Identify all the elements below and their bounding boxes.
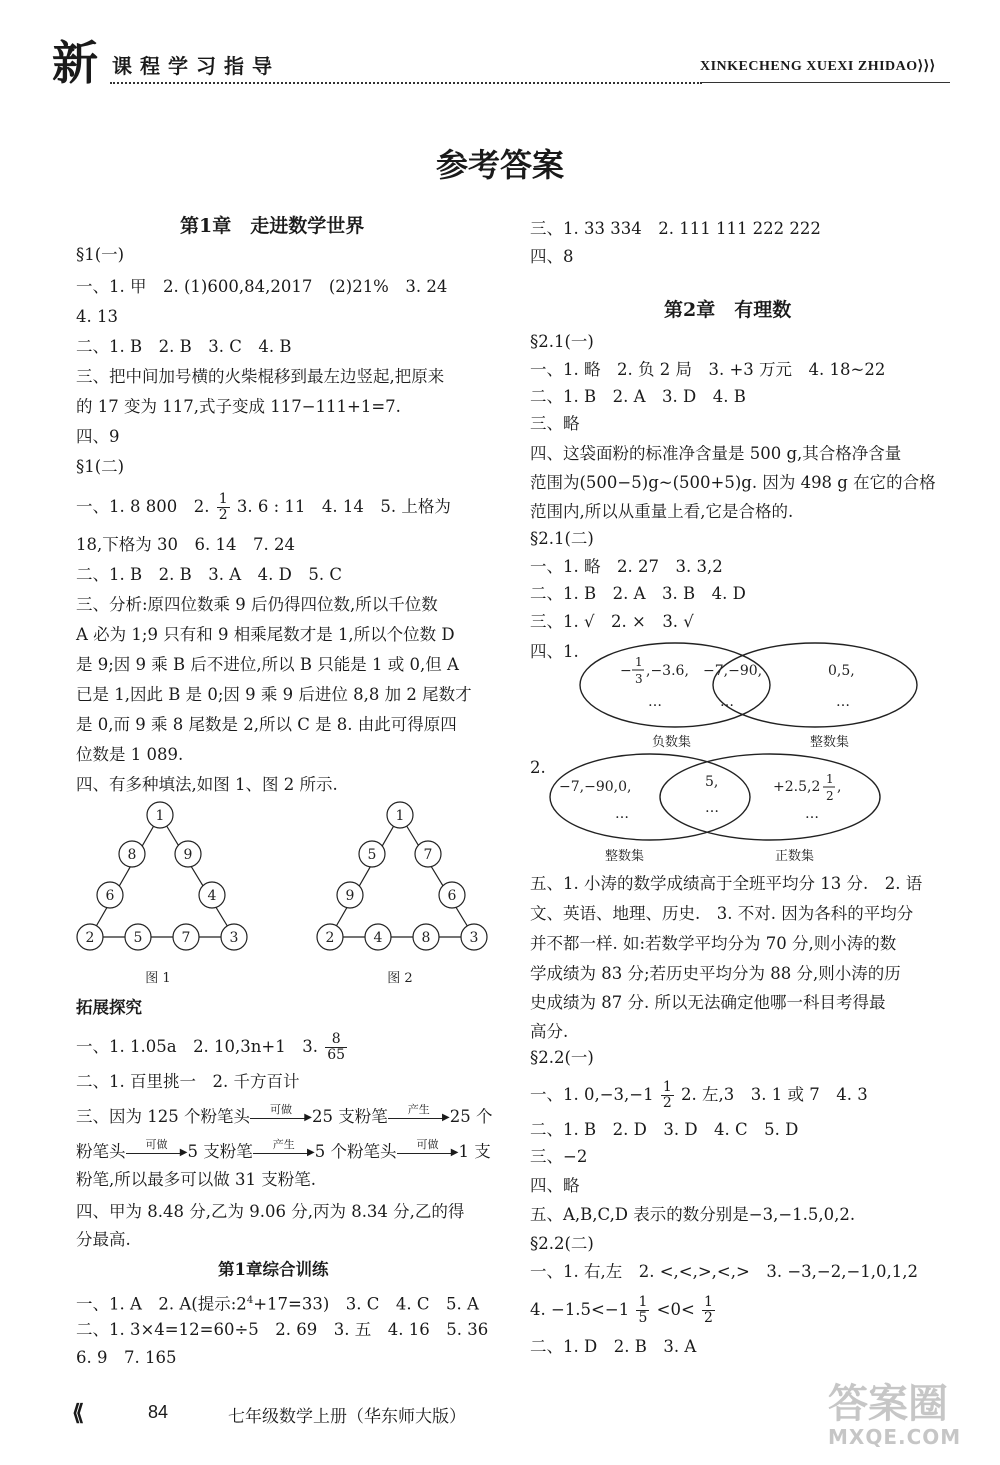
node-label: 9 [345,888,355,904]
header-divider [110,82,702,84]
section-heading: 拓展探究 [76,998,142,1017]
arrow-icon: 可做 ▶ [250,1113,312,1123]
answer-line: 一、1. 8 800 2. $\frac{1}{2}$ 3. 6 : 11 4. 14 5. 上格为 [76,491,451,523]
answer-line: 一、1. 0,−3,−1 $\frac{1}{2}$ 2. 左,3 3. 1 或 7 4. 3 [530,1079,868,1111]
page-title: 参考答案 [435,146,564,184]
node-label: 7 [423,847,433,863]
venn-label: − [620,663,632,679]
venn-label: … [705,800,719,816]
answer-line: 四、略 [530,1176,580,1195]
answer-line: 的 17 变为 117,式子变成 117−111+1=7. [76,397,401,416]
answer-line: 一、1. 甲 2. (1)600,84,2017 (2)21% 3. 24 [76,277,448,296]
fraction: $\frac{1}{2}$ [662,1079,672,1111]
answer-line: A 必为 1;9 只有和 9 相乘尾数才是 1,所以个位数 D [76,625,455,644]
answer-line: 4. 13 [76,307,118,326]
answer-line: 一、1. A 2. A(提示$:2^4+17=33$) 3. C 4. C 5. A [76,1294,479,1314]
answer-line: 三、把中间加号横的火柴棍移到最左边竖起,把原来 [76,367,445,386]
section-heading: 第1章综合训练 [218,1260,329,1279]
answer-line: 位数是 1 089. [76,745,184,764]
series-pinyin: XINKECHENG XUEXI ZHIDAO⟩⟩⟩ [700,59,936,74]
node-label: 1 [395,808,405,824]
answer-line: 二、1. D 2. B 3. A [530,1337,697,1356]
venn-caption: 整数集 [810,735,850,750]
node-label: 2 [85,930,95,946]
venn-label: … [648,694,662,710]
answer-line: 三、分析:原四位数乘 9 后仍得四位数,所以千位数 [76,595,438,614]
fraction: $\frac{8}{65}$ [327,1031,346,1063]
answer-line: 范围内,所以从重量上看,它是合格的. [530,502,794,521]
fraction-numerator: 1 [635,655,643,669]
double-chevron-left-icon: ⟪ [72,1400,85,1426]
answer-line: 四、有多种填法,如图 1、图 2 所示. [76,775,338,794]
answer-line: 四、1. [530,642,579,661]
section-heading: §1(二) [76,457,125,476]
node-label: 8 [127,847,137,863]
fraction: $\frac{1}{5}$ [638,1294,648,1326]
venn-diagram-2 [545,752,890,870]
answer-line: 史成绩为 87 分. 所以无法确定他哪一科目考得最 [530,993,886,1012]
venn-label: 0,5, [828,663,855,679]
section-heading: §2.1(二) [530,529,594,548]
figure-caption: 图 1 [145,971,171,986]
venn-caption: 整数集 [605,849,645,864]
answer-line: 二、1. B 2. D 3. D 4. C 5. D [530,1120,799,1139]
answer-line: 并不都一样. 如:若数学平均分为 70 分,则小涛的数 [530,934,897,953]
arrow-icon: 产生 ▶ [388,1113,450,1123]
section-heading: §1(一) [76,245,125,264]
node-label: 6 [447,888,457,904]
answer-line: 四、甲为 8.48 分,乙为 9.06 分,丙为 8.34 分,乙的得 [76,1202,465,1221]
answer-line: 一、1. 1.05a 2. 10,3n+1 3. $\frac{8}{65}$ [76,1031,346,1063]
book-title: 七年级数学上册（华东师大版） [228,1407,466,1427]
answer-line: 18,下格为 30 6. 14 7. 24 [76,535,295,554]
node-label: 7 [181,930,191,946]
answer-line: 五、1. 小涛的数学成绩高于全班平均分 13 分. 2. 语 [530,874,923,893]
venn-label: −7,−90,0, [559,779,632,795]
fraction-denominator: 2 [826,789,834,803]
venn-label: … [836,694,850,710]
answer-line: 二、1. 3×4=12=60÷5 2. 69 3. 五 4. 16 5. 36 [76,1320,489,1339]
chevron-right-icon: ⟩⟩⟩ [917,59,936,74]
figure-caption: 图 2 [387,971,413,986]
answer-line: 五、A,B,C,D 表示的数分别是−3,−1.5,0,2. [530,1205,856,1224]
node-label: 3 [229,930,239,946]
answer-line: 一、1. 略 2. 负 2 局 3. +3 万元 4. 18~22 [530,360,886,379]
venn-label: −7,−90, [703,663,763,679]
venn-label: … [615,806,629,822]
fraction-numerator: 1 [826,772,834,786]
chapter-1-heading: 第1章 走进数学世界 [180,215,365,237]
answer-line: 二、1. B 2. B 3. A 4. D 5. C [76,565,342,584]
answer-line: 文、英语、地理、历史. 3. 不对. 因为各科的平均分 [530,904,914,923]
fraction-denominator: 3 [635,672,643,686]
venn-caption: 正数集 [775,849,815,864]
arrow-icon: 可做 ▶ [397,1148,459,1158]
answer-line: 四、这袋面粉的标准净含量是 500 g,其合格净含量 [530,444,902,463]
answer-line: 一、1. 右,左 2. <,<,>,<,> 3. −3,−2,−1,0,1,2 [530,1262,918,1281]
node-label: 6 [105,888,115,904]
watermark-logo: 答案圈 MXQE.COM [828,1381,962,1449]
answer-line: 三、1. √ 2. × 3. √ [530,612,694,631]
venn-label: , [837,779,842,795]
answer-line: 2. [530,758,546,777]
answer-line: 一、1. 略 2. 27 3. 3,2 [530,557,723,576]
arrow-icon: 产生 ▶ [253,1148,315,1158]
answer-line: 高分. [530,1022,569,1041]
fraction: $\frac{1}{2}$ [218,491,228,523]
node-label: 1 [155,808,165,824]
answer-line: 二、1. B 2. B 3. C 4. B [76,337,292,356]
venn-diagram-1 [570,640,930,755]
answer-line: 二、1. B 2. A 3. D 4. B [530,387,746,406]
page-number: 84 [148,1402,169,1422]
arrow-icon: 可做 ▶ [126,1148,188,1158]
section-heading: §2.2(一) [530,1048,594,1067]
answer-line: 分最高. [76,1230,131,1249]
answer-line: 四、8 [530,247,574,266]
answer-line: 是 0,而 9 乘 8 尾数是 2,所以 C 是 8. 由此可得原四 [76,715,457,734]
node-label: 8 [421,930,431,946]
fraction: $\frac{1}{2}$ [704,1294,713,1326]
answer-line: 是 9;因 9 乘 B 后不进位,所以 B 只能是 1 或 0,但 A [76,655,459,674]
answer-line: 三、−2 [530,1147,588,1166]
answer-line: 粉笔头 可做 ▶ 5 支粉笔 产生 ▶ 5 个粉笔头 可做 ▶ 1 支 [76,1137,491,1161]
answer-line: 4. −1.5<−1 $\frac{1}{5}$ <0< $\frac{1}{2}$ [530,1294,713,1326]
answer-line: 三、略 [530,414,580,433]
answer-line: 范围为(500−5)g~(500+5)g. 因为 498 g 在它的合格 [530,473,936,492]
answer-line: 三、因为 125 个粉笔头 可做 ▶ 25 支粉笔 产生 ▶ 25 个 [76,1102,493,1126]
chapter-2-heading: 第2章 有理数 [664,299,792,321]
node-label: 9 [183,847,193,863]
node-label: 2 [325,930,335,946]
section-heading: §2.1(一) [530,332,594,351]
answer-line: 粉笔,所以最多可以做 31 支粉笔. [76,1170,316,1189]
answer-line: 学成绩为 83 分;若历史平均分为 88 分,则小涛的历 [530,964,901,983]
venn-label: ,−3.6, [646,663,689,679]
series-logo: 新 [52,36,98,90]
triangle-figure-1 [70,800,260,990]
triangle-figure-2 [310,800,500,990]
answer-line: 6. 9 7. 165 [76,1348,177,1367]
venn-label: 5, [705,774,719,790]
answer-line: 已是 1,因此 B 是 0;因 9 乘 9 后进位 8,8 加 2 尾数才 [76,685,472,704]
answer-line: 四、9 [76,427,120,446]
node-label: 4 [207,888,217,904]
node-label: 5 [367,847,377,863]
venn-label: … [805,806,819,822]
answer-line: 二、1. B 2. A 3. B 4. D [530,584,746,603]
answer-line: 二、1. 百里挑一 2. 千方百计 [76,1072,300,1091]
venn-label: … [720,694,734,710]
venn-caption: 负数集 [652,735,692,750]
node-label: 3 [469,930,479,946]
node-label: 4 [373,930,383,946]
node-label: 5 [133,930,143,946]
header-underline [700,82,950,83]
section-heading: §2.2(二) [530,1234,594,1253]
venn-label: +2.5,2 [773,779,821,795]
series-title: 课程学习指导 [112,54,280,78]
answer-line: 三、1. 33 334 2. 111 111 222 222 [530,219,821,238]
